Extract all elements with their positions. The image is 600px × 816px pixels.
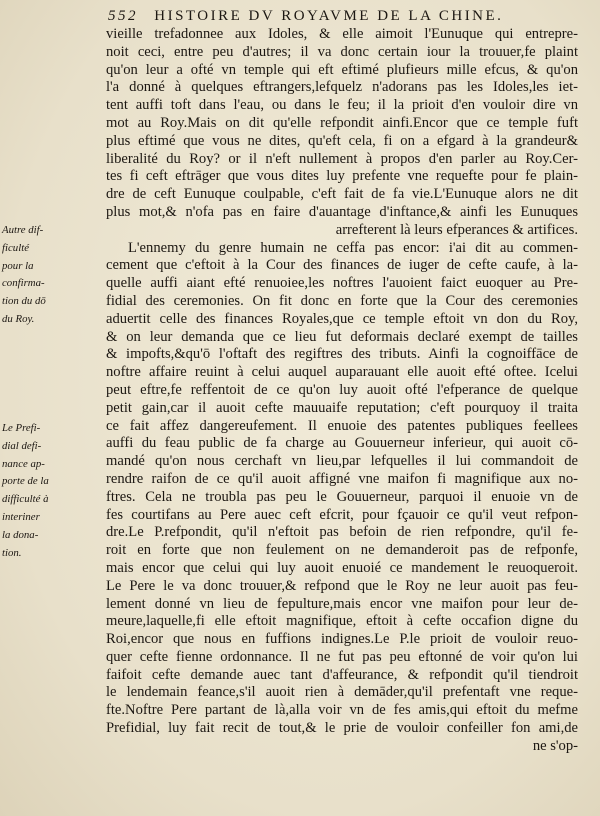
margin-note-line: tion du dō — [2, 295, 46, 308]
text-line: mandé qu'on nous cerchaft vn lieu,par lefquelles il lui commandoit de — [106, 453, 578, 470]
margin-note-line: Autre dif- — [2, 224, 44, 236]
text-line: plus mot,& n'ofa pas en faire d'auantage d'inftance,& ainfi les Eunuques — [106, 203, 578, 220]
text-line: fte.Noftre Pere partant de là,alla voir vn de fes amis,qui eftoit du mefme — [106, 702, 578, 719]
text-line: quelle auffi aiant efté renuoiee,les noftres l'auoient faict euoquer au Pre- — [106, 275, 578, 292]
margin-note-line: difficulté à — [2, 493, 49, 506]
text-line: noit ceci, entre peu d'autres; il va donc certain iour la trouuer,fe plaint — [106, 43, 578, 60]
text-line: mot au Roy.Mais on dit qu'elle refpondit ainfi.Encor que ce temple fuft — [106, 114, 578, 131]
text-line: L'ennemy du genre humain ne ceffa pas encor: i'ai dit au commen- — [128, 239, 578, 256]
margin-note-line: confirma- — [2, 277, 45, 290]
margin-note-line: porte de la — [2, 475, 49, 488]
text-line: liberalité du Roy? or il n'eft nullement à propos d'en parler au Roy.Cer- — [106, 150, 578, 167]
margin-note-line: interiner — [2, 510, 40, 523]
text-line: roit en forte que non feulement on ne demanderoit pas de refponfe, — [106, 542, 578, 559]
text-line: vieille trefadonnee aux Idoles, & elle aimoit l'Eunuque qui entrepre- — [106, 26, 578, 42]
text-line: lement donné vn lieu de fepulture,mais encor vne maifon pour leur de- — [106, 595, 578, 612]
body-text — [106, 26, 578, 756]
margin-note-line: ficulté — [2, 241, 29, 254]
margin-note-line: la dona- — [2, 528, 39, 541]
margin-note-line: Le Prefi- — [2, 422, 41, 434]
text-line: fidial des ceremonies. On fit donc en forte que la Cour des ceremonies — [106, 292, 578, 309]
text-line: cement que c'eftoit à la Cour des finances de iuger de cefte caufe, à la- — [106, 257, 578, 274]
text-line: faifoit cefte demande auec tant d'affeurance, & refpondit qu'il tiendroit — [106, 666, 578, 683]
page-number: 552 — [108, 8, 138, 24]
text-line: fes courtifans au Pere auec ceft efcrit, pour fçauoir ce qu'il veut refpon- — [106, 506, 578, 523]
text-line: & impofts,&qu'ō l'oftaft des regiftres des tributs. Ainfi la cognoiffāce de — [106, 346, 578, 363]
margin-note-autre-difficulte — [2, 222, 102, 329]
text-line: quer cefte fienne ordonnance. Il ne fut pas peu eftonné de voir qu'on lui — [106, 648, 578, 665]
text-line: dre.Le P.refpondit, qu'il n'eftoit pas befoin de rien refpondre, qu'il fe- — [106, 524, 578, 541]
text-line: aduertit celle des finances Royales,que ce temple eftoit vn don du Roy, — [106, 310, 578, 327]
margin-note-line: nance ap- — [2, 457, 45, 470]
text-line: Roi,encor que nous en fuffions indignes.Le P.le prioit de vouloir reuo- — [106, 631, 578, 648]
margin-note-line: pour la — [2, 259, 34, 272]
text-line: ftres. Cela ne troubla pas peu le Gouuerneur, parquoi il enuoie vn de — [106, 488, 578, 505]
text-line: rendre raifon de ce qu'il auoit affigné vne maifon fi magnifique aux no- — [106, 470, 578, 487]
running-header — [108, 8, 578, 28]
text-line: dre de ceft Eunuque coulpable, c'eft fait de fa vie.L'Eunuque alors ne dit — [106, 186, 578, 203]
text-line: petit gain,car il auoit cefte mauuaife reputation; c'eft pourquoy il traita — [106, 399, 578, 416]
text-line: & on leur demanda que ce lieu fut deformais declaré exempt de tailles — [106, 328, 578, 345]
catchword: ne s'op- — [532, 737, 578, 754]
text-line: Le Pere le va donc trouuer,& refpond que le Roy ne leur auoit pas feu- — [106, 577, 578, 594]
text-line: mais encor que celui qui luy auoit enuoié ce mandement le reuoqueroit. — [106, 559, 578, 576]
text-line: plus eftimé que vous ne dites, qu'eft cela, fi on a efgard à la grandeur& — [106, 132, 578, 149]
text-line: Prefidial, luy fait recit de tout,& le prie de vouloir confeiller fon ami,de — [106, 720, 578, 737]
text-line: le lendemain feance,s'il auoit rien à demāder,qu'il prefentaft vne reque- — [106, 684, 578, 701]
margin-note-line: tion. — [2, 546, 22, 559]
text-line: arrefterent là leurs efperances & artifices. — [335, 221, 578, 238]
text-line: peut eftre,fe reffentoit de ce qu'on luy auoit ofté l'efperance de quelque — [106, 381, 578, 398]
text-line: tent auffi toft dans l'eau, ou dans le feu; il la prioit d'en vouloir dire vn — [106, 97, 578, 114]
text-line: ce fait affez dangereufement. Il enuoie des patentes publiques feellees — [106, 417, 578, 434]
text-line: meure,laquelle,fi elle eftoit magnifique, eftoit à cefte occafion digne du — [106, 613, 578, 630]
text-line: noftre affaire reuint à celui auquel auparauant elle auoit efté oftee. Icelui — [106, 364, 578, 381]
text-line: tes fi ceft eftrāger que vous dites luy prefente vne requefte pour fe plain- — [106, 168, 578, 185]
text-line: l'a donné à quelques eftrangers,lefquelz n'adorans pas les Idoles,les iet- — [106, 79, 578, 96]
running-title: HISTOIRE DV ROYAVME DE LA CHINE. — [154, 8, 504, 24]
text-line: auffi du feau public de fa charge au Gouuerneur inferieur, qui auoit cō- — [106, 435, 578, 452]
margin-note-line: du Roy. — [2, 312, 35, 325]
margin-note-line: dial defi- — [2, 439, 42, 452]
text-line: qu'on leur a ofté vn temple qui eft eftimé plufieurs mille efcus, & qu'on — [106, 61, 578, 78]
margin-note-le-presidial — [2, 420, 102, 562]
